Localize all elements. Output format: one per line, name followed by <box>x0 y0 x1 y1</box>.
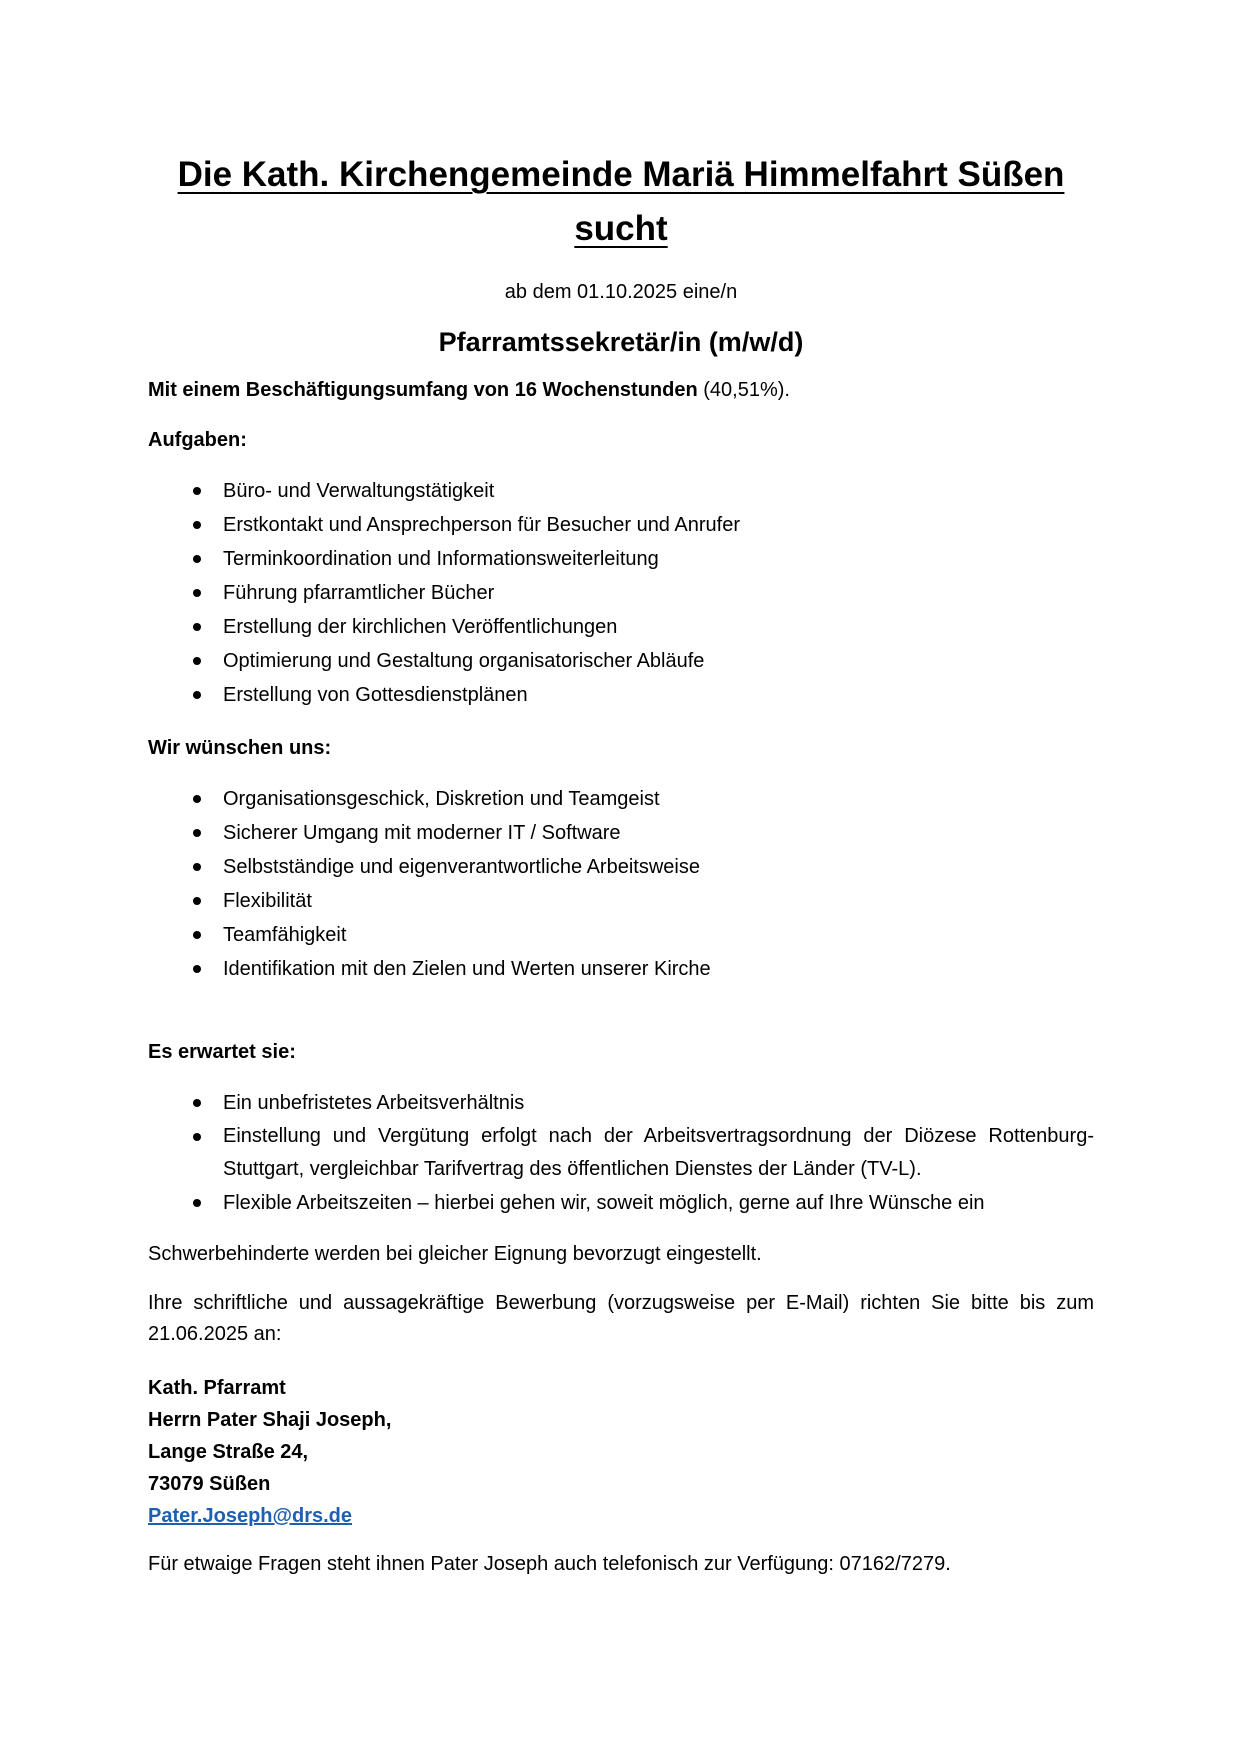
list-item: Flexibilität <box>148 884 1094 918</box>
contact-office: Kath. Pfarramt <box>148 1377 286 1399</box>
list-item: Terminkoordination und Informationsweiterleitung <box>148 542 1094 576</box>
employment-scope-percent: (40,51%). <box>697 379 790 401</box>
list-item: Identifikation mit den Zielen und Werten unserer Kirche <box>148 952 1094 986</box>
list-item: Führung pfarramtlicher Bücher <box>148 576 1094 610</box>
position-title: Pfarramtssekretär/in (m/w/d) <box>438 327 804 357</box>
list-item: Einstellung und Vergütung erfolgt nach der Arbeitsvertragsordnung der Diözese Rottenburg-Stuttgart, vergleichbar Tarifvertrag des öffentlichen Dienstes der Länder (TV-L). <box>148 1120 1094 1186</box>
list-item: Ein unbefristetes Arbeitsverhältnis <box>148 1086 1094 1120</box>
job-posting-page <box>148 148 1094 1578</box>
title-line-2: sucht <box>574 209 668 248</box>
contact-email-link[interactable]: Pater.Joseph@drs.de <box>148 1505 353 1527</box>
contact-person: Herrn Pater Shaji Joseph, <box>148 1409 392 1431</box>
employment-scope <box>148 376 1094 404</box>
list-item: Selbstständige und eigenverantwortliche Arbeitsweise <box>148 850 1094 884</box>
disability-note: Schwerbehinderte werden bei gleicher Eignung bevorzugt eingestellt. <box>148 1243 762 1265</box>
list-item: Erstellung von Gottesdienstplänen <box>148 678 1094 712</box>
application-note: Ihre schriftliche und aussagekräftige Bewerbung (vorzugsweise per E-Mail) richten Sie bitte bis zum 21.06.2025 an: <box>148 1292 1094 1345</box>
page-title <box>148 148 1094 256</box>
list-item: Organisationsgeschick, Diskretion und Teamgeist <box>148 782 1094 816</box>
start-date-text: ab dem 01.10.2025 eine/n <box>504 281 738 303</box>
list-item: Erstellung der kirchlichen Veröffentlichungen <box>148 610 1094 644</box>
tasks-heading: Aufgaben: <box>148 429 247 451</box>
employment-scope-bold: Mit einem Beschäftigungsumfang von 16 Wochenstunden <box>148 379 698 401</box>
offer-heading: Es erwartet sie: <box>148 1041 296 1063</box>
contact-city: 73079 Süßen <box>148 1473 271 1495</box>
list-item: Optimierung und Gestaltung organisatorischer Abläufe <box>148 644 1094 678</box>
wishes-list <box>148 782 1094 986</box>
wishes-heading: Wir wünschen uns: <box>148 737 332 759</box>
tasks-list <box>148 474 1094 712</box>
contact-street: Lange Straße 24, <box>148 1441 309 1463</box>
title-line-1: Die Kath. Kirchengemeinde Mariä Himmelfahrt Süßen <box>177 155 1065 194</box>
list-item: Erstkontakt und Ansprechperson für Besucher und Anrufer <box>148 508 1094 542</box>
offer-list <box>148 1086 1094 1220</box>
contact-address <box>148 1372 1094 1532</box>
list-item: Sicherer Umgang mit moderner IT / Software <box>148 816 1094 850</box>
list-item: Flexible Arbeitszeiten – hierbei gehen wir, soweit möglich, gerne auf Ihre Wünsche ein <box>148 1186 1094 1220</box>
questions-note: Für etwaige Fragen steht ihnen Pater Joseph auch telefonisch zur Verfügung: 07162/7279. <box>148 1553 951 1575</box>
list-item: Teamfähigkeit <box>148 918 1094 952</box>
list-item: Büro- und Verwaltungstätigkeit <box>148 474 1094 508</box>
